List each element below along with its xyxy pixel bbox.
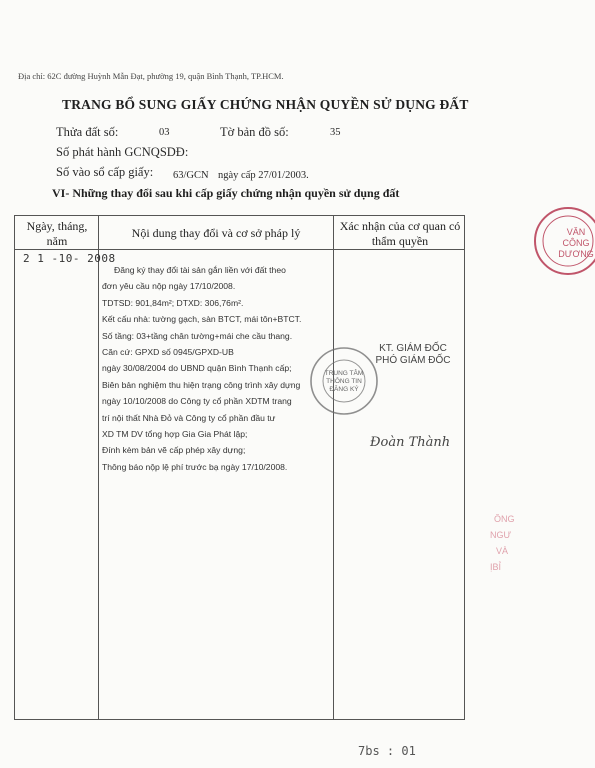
faint-stamp-text: ỊBỈ: [490, 562, 502, 572]
issue-date: ngày cấp 27/01/2003.: [218, 170, 309, 181]
content-line: XD TM DV tổng hợp Gia Gia Phát lập;: [102, 429, 248, 440]
signer-title-line2: PHÓ GIÁM ĐỐC: [375, 355, 451, 366]
map-sheet-value: 35: [330, 127, 341, 138]
lot-number-value: 03: [159, 127, 170, 138]
header-divider: [15, 249, 464, 250]
content-line: ngày 10/10/2008 do Công ty cổ phần XDTM trang: [102, 396, 292, 407]
stamp-center-text: ĐĂNG KÝ: [329, 386, 359, 393]
stamp-center-text: THÔNG TIN: [326, 378, 362, 385]
faint-stamp-bleed: [474, 500, 534, 590]
content-line: Căn cứ: GPXD số 0945/GPXD-UB: [102, 347, 234, 358]
section-title: VI- Những thay đổi sau khi cấp giấy chứng nhận quyền sử dụng đất: [52, 186, 400, 200]
registry-number-label: Số vào sổ cấp giấy:: [56, 165, 154, 179]
lot-number-label: Thửa đất số:: [56, 125, 119, 139]
stamp-right-text: DƯƠNG: [558, 249, 594, 259]
header-date: Ngày, tháng, năm: [26, 219, 88, 248]
header-confirmation: Xác nhận của cơ quan có thẩm quyền: [339, 219, 461, 248]
content-line: Đính kèm bản vẽ cấp phép xây dựng;: [102, 445, 246, 456]
content-line: Thông báo nộp lệ phí trước bạ ngày 17/10/2008.: [102, 461, 288, 472]
change-content: [102, 262, 337, 475]
signer-title-line1: KT. GIÁM ĐỐC: [379, 343, 447, 354]
handwritten-page-note: 7bs : 01: [358, 744, 416, 758]
header-content: Nội dung thay đổi và cơ sở pháp lý: [131, 226, 301, 240]
faint-stamp-text: ÔNG: [494, 514, 515, 524]
content-line: TDTSD: 901,84m²; DTXD: 306,76m².: [102, 297, 244, 308]
owner-address: Địa chỉ: 62C đường Huỳnh Mẫn Đạt, phường 19, quận Bình Thạnh, TP.HCM.: [18, 71, 284, 81]
content-line: Biên bản nghiệm thu hiện trạng công trình xây dựng: [102, 379, 301, 390]
registration-seal-stamp: [308, 345, 380, 417]
faint-stamp-text: NGƯ: [490, 530, 512, 540]
content-line: đơn yêu cầu nộp ngày 17/10/2008.: [102, 281, 236, 292]
change-date: 2 1 -10- 2008: [23, 252, 116, 265]
page-title: TRANG BỔ SUNG GIẤY CHỨNG NHẬN QUYỀN SỬ DỤNG ĐẤT: [62, 97, 469, 112]
content-line: Kết cấu nhà: tường gạch, sàn BTCT, mái tôn+BTCT.: [102, 314, 302, 325]
stamp-right-text: VĂN: [566, 227, 586, 237]
content-line: ngày 30/08/2004 do UBND quận Bình Thạnh cấp;: [102, 363, 292, 374]
signer-name: Đoàn Thành: [370, 435, 451, 450]
stamp-right-text: CÔNG: [562, 238, 590, 248]
official-seal-stamp: [532, 205, 595, 277]
map-sheet-label: Tờ bản đồ số:: [220, 125, 289, 139]
certificate-issue-number-label: Số phát hành GCNQSDĐ:: [56, 145, 189, 159]
content-line: Đăng ký thay đổi tài sản gắn liền với đất theo: [114, 265, 286, 275]
registry-number-value: 63/GCN: [173, 170, 209, 181]
changes-table: [14, 215, 465, 720]
content-line: trí nội thất Nhà Đỏ và Công ty cổ phần đầu tư: [102, 412, 276, 423]
faint-stamp-text: VÀ: [496, 546, 509, 556]
column-divider: [98, 216, 99, 719]
stamp-center-text: TRUNG TÂM: [324, 370, 364, 377]
content-line: Số tầng: 03+tầng chân tường+mái che cầu thang.: [102, 330, 293, 341]
